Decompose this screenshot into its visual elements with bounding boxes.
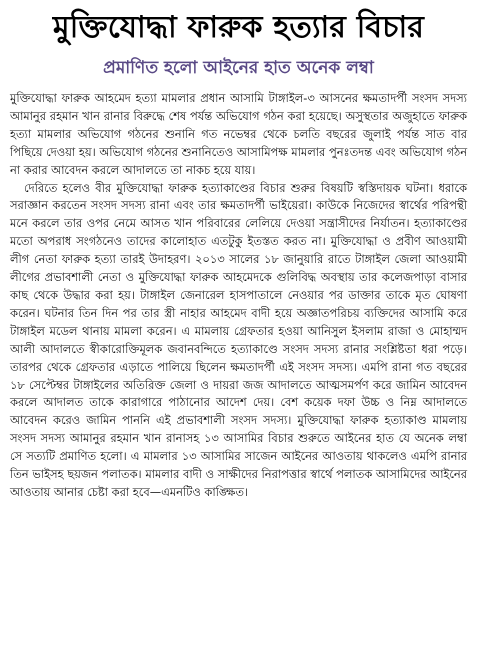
paragraph-1: মুক্তিযোদ্ধা ফারুক আহমেদ হত্যা মামলার প্রধান আসামি টাঙ্গাইল-৩ আসনের ক্ষমতাদর্পী সংসদ সদস্য আমানুর রহমান খান রানার বিরুদ্ধে শেষ পর্যন্ত অভিযোগ গঠন করা হয়েছে। অসুস্থতার অজুহাতে ফারুক হত্যা মামলার অভিযোগ গঠনের শুনানি গত নভেম্বর থেকে চলতি বছরের জুলাই পর্যন্ত সাত বার পিছিয়ে দেওয়া হয়। অভিযোগ গঠনের শুনানিতেও আসামিপক্ষ মামলার পুনঃতদন্ত এবং অভিযোগ গঠন না করার আবেদন করলে আদালতে তা নাকচ হয়ে যায়। <box>10 91 467 177</box>
headline: মুক্তিযোদ্ধা ফারুক হত্যার বিচার <box>52 10 425 45</box>
paragraph-2: দেরিতে হলেও বীর মুক্তিযোদ্ধা ফারুক হত্যাকাণ্ডের বিচার শুরুর বিষয়টি স্বস্তিদায়ক ঘটনা। ধরাকে সরাজ্ঞান করতেন সংসদ সদস্য রানা এবং তার ক্ষমতাদর্পী ভাইয়েরা। কাউকে নিজেদের স্বার্থের পরিপন্থী মনে করলে তার ওপর নেমে আসত খান পরিবারের লেলিয়ে দেওয়া সন্ত্রাসীদের নির্যাতন। হত্যাকাণ্ডের মতো অপরাধ সংগঠনেও তাদের কালোহাত এতটুকু ইতস্তত করত না। মুক্তিযোদ্ধা ও প্রবীণ আওয়ামী লীগ নেতা ফারুক হত্যা তারই উদাহরণ। ২০১৩ সালের ১৮ জানুয়ারি রাতে টাঙ্গাইল জেলা আওয়ামী লীগের প্রভাবশালী নেতা ও মুক্তিযোদ্ধা ফারুক আহমেদকে গুলিবিদ্ধ অবস্থায় তার কলেজপাড়া বাসার কাছ থেকে উদ্ধার করা হয়। টাঙ্গাইল জেনারেল হাসপাতালে নেওয়ার পর ডাক্তার তাকে মৃত ঘোষণা করেন। ঘটনার তিন দিন পর তার স্ত্রী নাহার আহমেদ বাদী হয়ে অজ্ঞাতপরিচয় ব্যক্তিদের আসামি করে টাঙ্গাইল মডেল থানায় মামলা করেন। এ মামলায় গ্রেফতার হওয়া আনিসুল ইসলাম রাজা ও মোহাম্মদ আলী আদালতে স্বীকারোক্তিমূলক জবানবন্দিতে হত্যাকাণ্ডে সংসদ সদস্য রানার সংশ্লিষ্টতা ধরা পড়ে। তারপর থেকে গ্রেফতার এড়াতে পালিয়ে ছিলেন ক্ষমতাদর্পী এই সংসদ সদস্য। এমপি রানা গত বছরের ১৮ সেপ্টেম্বর টাঙ্গাইলের অতিরিক্ত জেলা ও দায়রা জজ আদালতে আত্মসমর্পণ করে জামিন আবেদন করলে আদালত তাকে কারাগারে পাঠানোর আদেশ দেয়। বেশ কয়েক দফা উচ্চ ও নিম্ন আদালতে আবেদন করেও জামিন পাননি এই প্রভাবশালী সংসদ সদস্য। মুক্তিযোদ্ধা ফারুক হত্যাকাণ্ড মামলায় সংসদ সদস্য আমানুর রহমান খান রানাসহ ১৩ আসামির বিচার শুরুতে আইনের হাত যে অনেক লম্বা সে সত্যটি প্রমাণিত হলো। এ মামলার ১৩ আসামির সাজেন আইনের আওতায় থাকলেও এমপি রানার তিন ভাইসহ ছয়জন পলাতক। মামলার বাদী ও সাক্ষীদের নিরাপত্তার স্বার্থে পলাতক আসামিদের আইনের আওতায় আনার চেষ্টা করা হবে—এমনটিও কাঙ্ক্ষিত। <box>10 180 467 499</box>
article-body <box>10 90 467 502</box>
subheadline: প্রমাণিত হলো আইনের হাত অনেক লম্বা <box>103 58 374 78</box>
